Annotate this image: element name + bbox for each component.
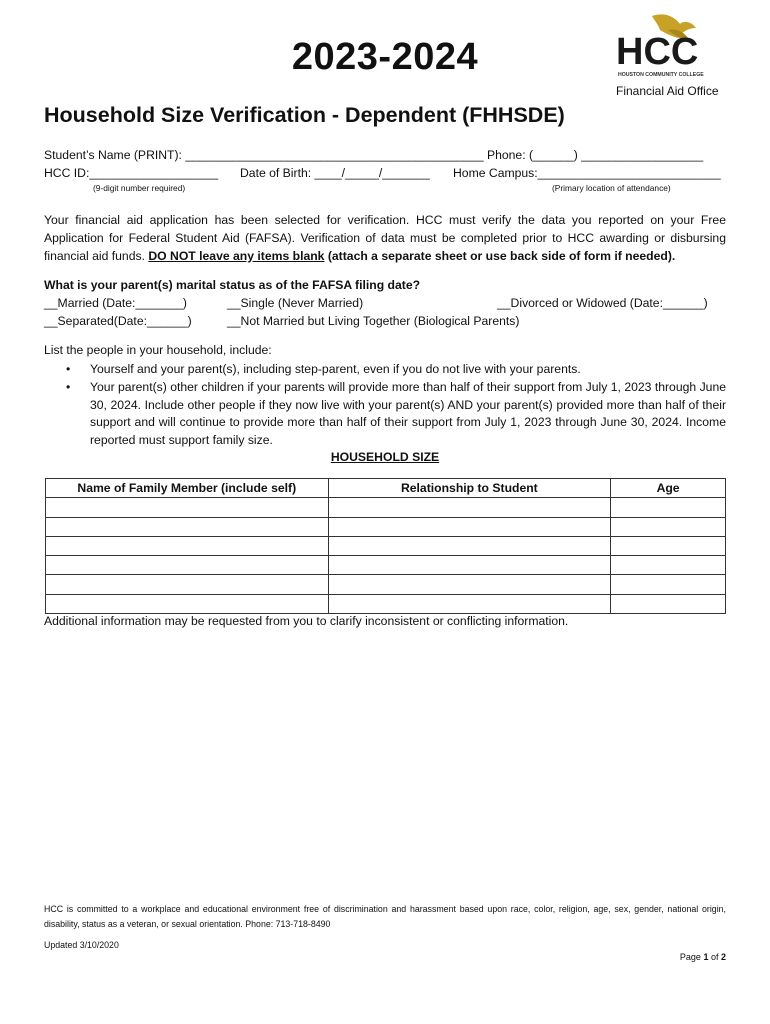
intro-paragraph: Your financial aid application has been selected for verification. HCC must verify the data you reported on your Free Application for Federal Student Aid (FAFSA). Verification of data must be completed prior to HCC awarding or disbursing financial aid funds. DO NOT leave any items blank (attach a separate sheet or use back side of form if needed). — [44, 213, 726, 263]
hawk-icon — [612, 12, 724, 86]
single-option[interactable]: __Single (Never Married) — [227, 296, 364, 310]
age-cell[interactable] — [611, 498, 726, 517]
name-cell[interactable] — [46, 575, 329, 594]
name-phone-field[interactable]: Student’s Name (PRINT): ____________________________________________ Phone: (______) __________________ — [44, 148, 704, 162]
table-header-row — [46, 479, 726, 498]
not-married-option[interactable]: __Not Married but Living Together (Biological Parents) — [227, 314, 520, 328]
age-cell[interactable] — [611, 575, 726, 594]
do-not-leave-blank: DO NOT leave any items blank — [148, 248, 325, 263]
table-row — [46, 594, 726, 613]
name-cell[interactable] — [46, 517, 329, 536]
additional-info-note: Additional information may be requested from you to clarify inconsistent or conflicting information. — [44, 614, 569, 628]
office-name: Financial Aid Office — [616, 84, 719, 98]
divorced-option[interactable]: __Divorced or Widowed (Date:______) — [497, 296, 708, 310]
age-cell[interactable] — [611, 536, 726, 555]
relationship-cell[interactable] — [328, 536, 611, 555]
form-title: Household Size Verification - Dependent (FHHSDE) — [44, 103, 565, 127]
nondiscrimination-statement: HCC is committed to a workplace and educational environment free of discrimination and harassment based upon race, color, religion, age, sex, gender, national origin, disability, status as a veteran, or sexual orientation. Phone: 713-718-8490 — [44, 904, 726, 929]
relationship-cell[interactable] — [328, 517, 611, 536]
age-cell[interactable] — [611, 517, 726, 536]
home-campus-hint: (Primary location of attendance) — [552, 183, 671, 193]
updated-date: Updated 3/10/2020 — [44, 940, 119, 950]
household-bullets — [44, 361, 726, 450]
list-item: • Your parent(s) other children if your parents will provide more than half of their support from July 1, 2023 through June 30, 2024. Include other people if they now live with your parent(s) AND your parent(s) provided more than half of their support and will continue to provide more than half of their support from July 1, 2023 through June 30, 2024. Income reported must support family size. — [66, 379, 726, 448]
hcc-id-field[interactable]: HCC ID:___________________ — [44, 166, 219, 180]
home-campus-field[interactable]: Home Campus:___________________________ — [453, 166, 721, 180]
dob-field[interactable]: Date of Birth: ____/_____/_______ — [240, 166, 430, 180]
list-item: • Yourself and your parent(s), including step-parent, even if you do not live with your parents. — [66, 362, 581, 376]
age-cell[interactable] — [611, 594, 726, 613]
svg-text:HOUSTON COMMUNITY COLLEGE: HOUSTON COMMUNITY COLLEGE — [618, 72, 704, 78]
table-row — [46, 556, 726, 575]
separated-option[interactable]: __Separated(Date:______) — [44, 314, 192, 328]
name-cell[interactable] — [46, 498, 329, 517]
relationship-cell[interactable] — [328, 498, 611, 517]
table-row — [46, 498, 726, 517]
household-size-heading: HOUSEHOLD SIZE — [330, 450, 440, 464]
column-header-name: Name of Family Member (include self) — [46, 479, 329, 498]
name-cell[interactable] — [46, 594, 329, 613]
table-row — [46, 536, 726, 555]
age-cell[interactable] — [611, 556, 726, 575]
column-header-relationship: Relationship to Student — [328, 479, 611, 498]
hcc-logo — [612, 12, 724, 86]
svg-text:HCC: HCC — [616, 31, 699, 73]
table-row — [46, 575, 726, 594]
married-option[interactable]: __Married (Date:_______) — [44, 296, 187, 310]
form-year: 2023-2024 — [291, 36, 479, 78]
name-cell[interactable] — [46, 556, 329, 575]
column-header-age: Age — [611, 479, 726, 498]
name-cell[interactable] — [46, 536, 329, 555]
table-row — [46, 517, 726, 536]
household-table — [45, 478, 726, 614]
marital-question: What is your parent(s) marital status as of the FAFSA filing date? — [44, 278, 421, 292]
relationship-cell[interactable] — [328, 556, 611, 575]
page-number: Page 1 of 2 — [679, 952, 726, 962]
hcc-id-hint: (9-digit number required) — [93, 183, 186, 193]
household-list-intro: List the people in your household, include: — [44, 343, 272, 357]
relationship-cell[interactable] — [328, 575, 611, 594]
relationship-cell[interactable] — [328, 594, 611, 613]
